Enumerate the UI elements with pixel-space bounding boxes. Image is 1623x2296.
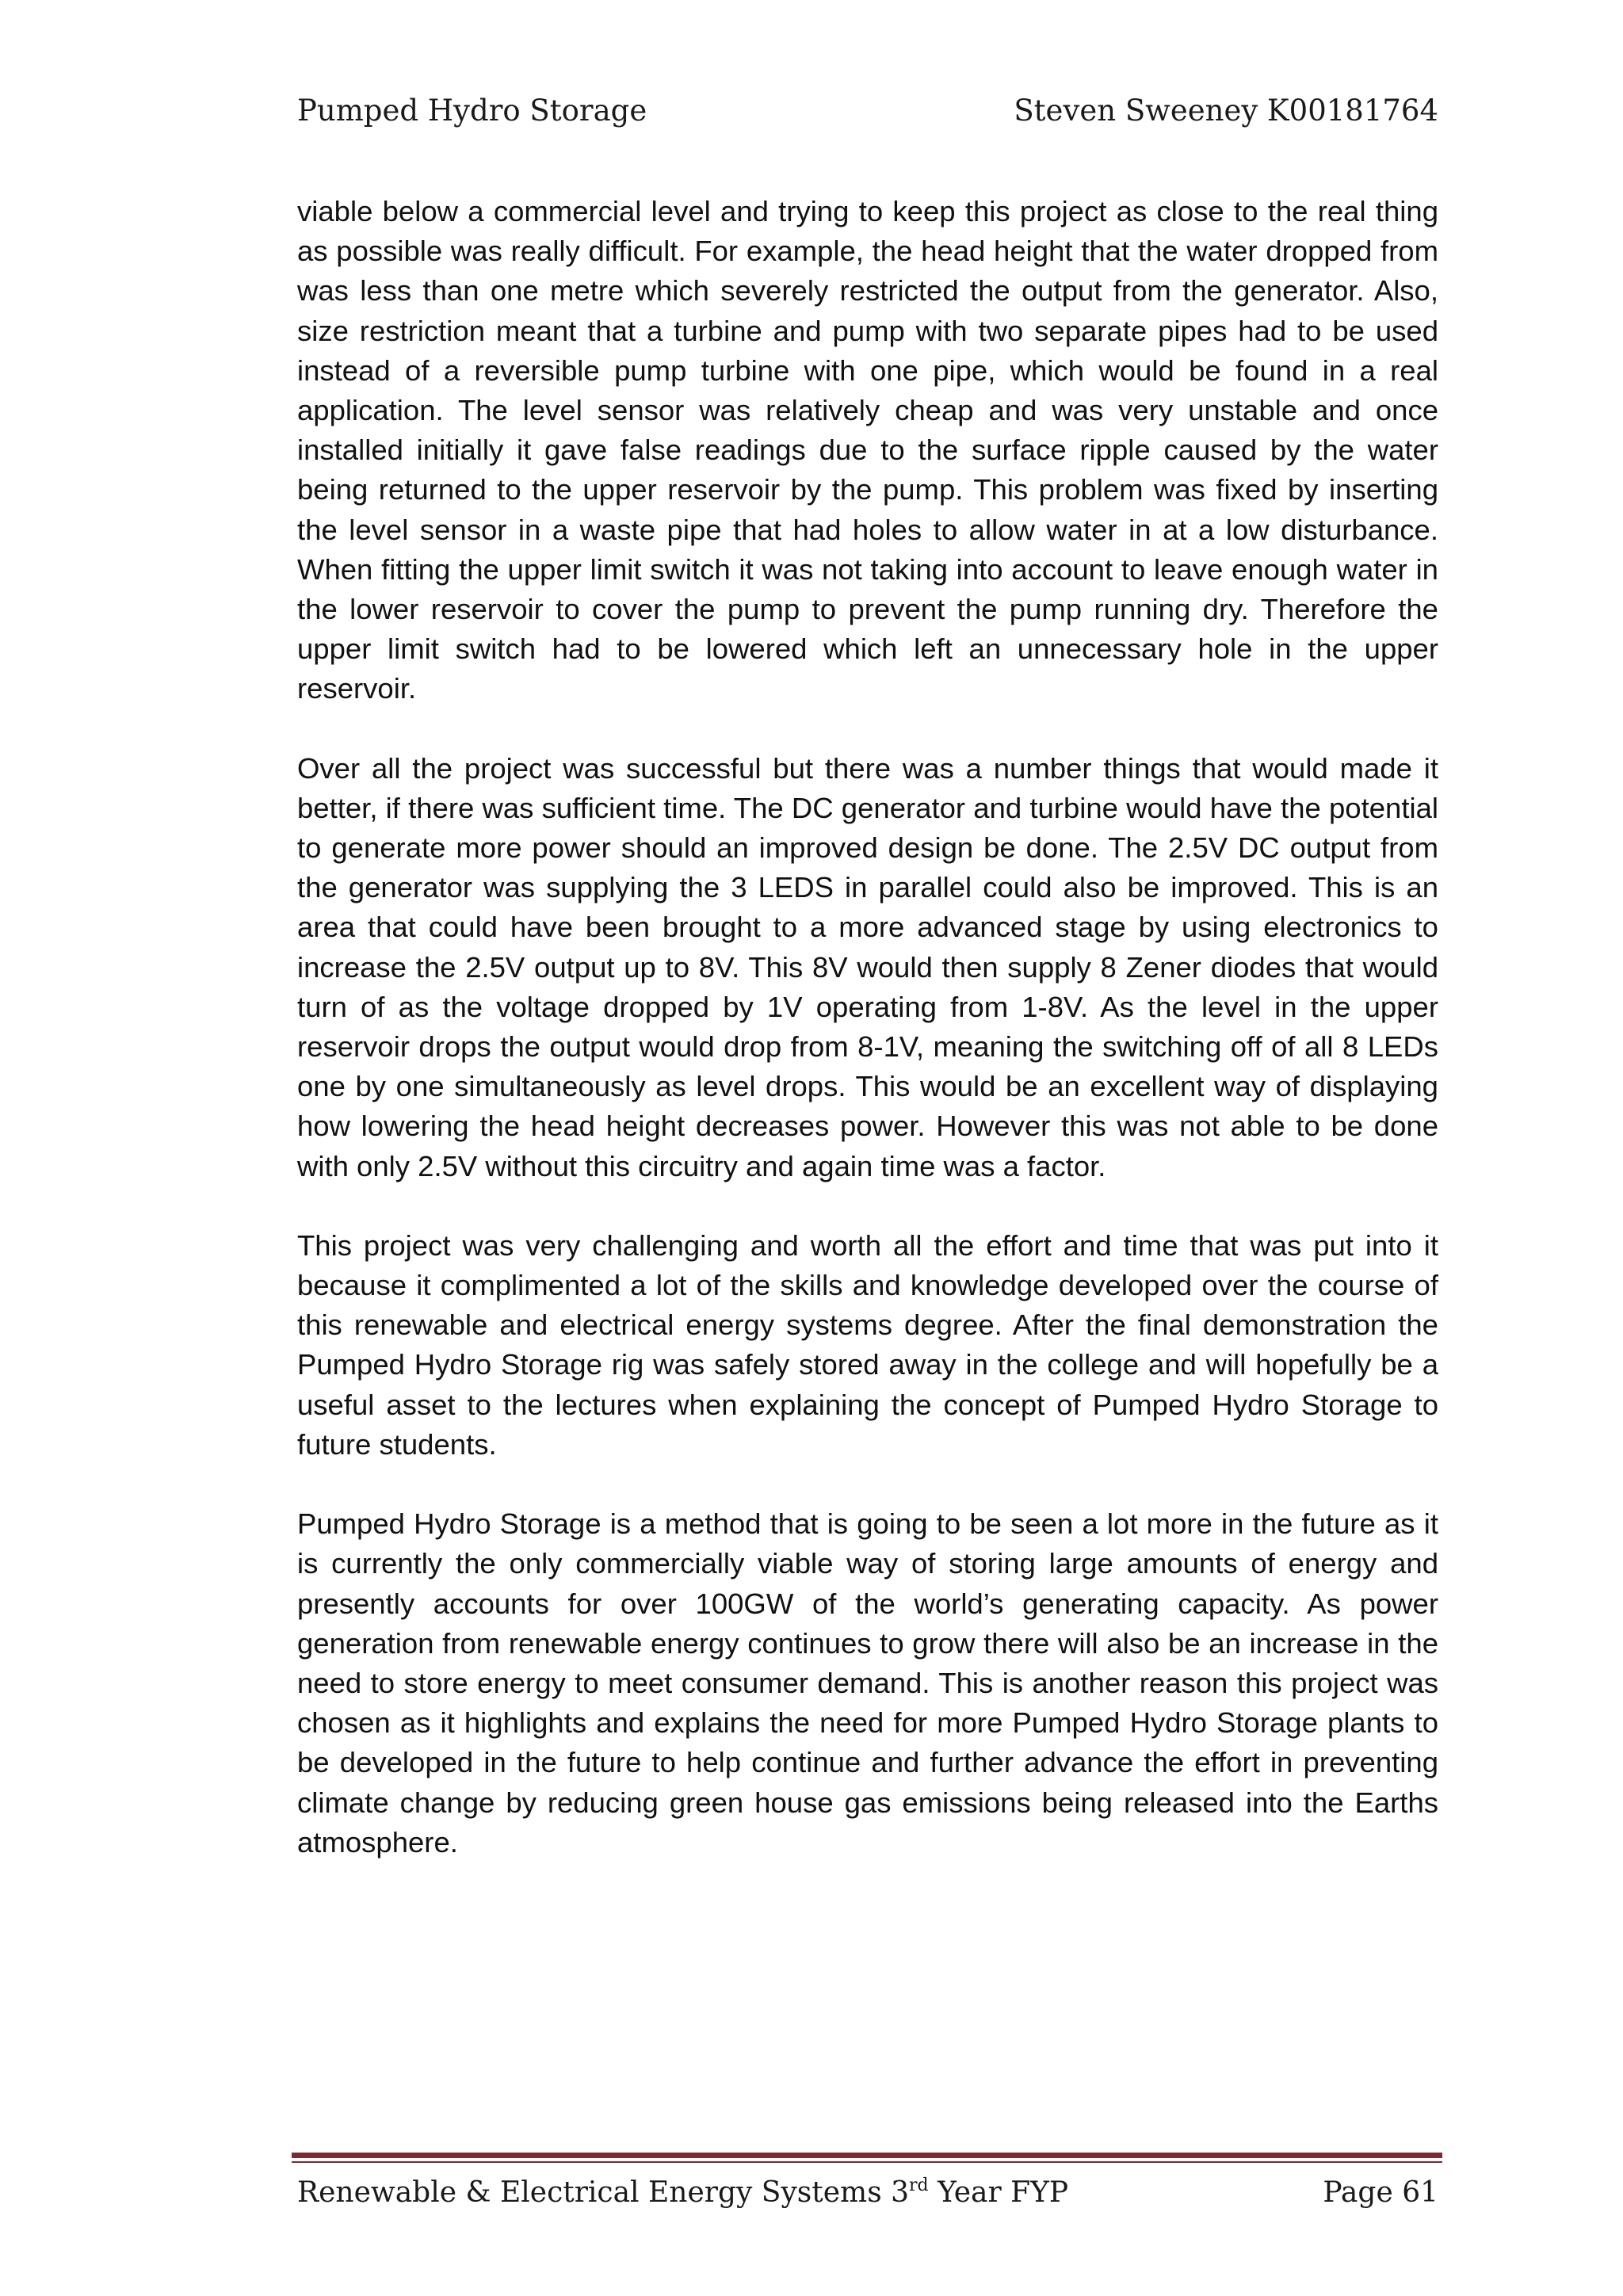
page-footer [297,2176,1438,2224]
paragraph: viable below a commercial level and trying to keep this project as close to the real thing as possible was really difficult. For example, the head height that the water dropped from was less than one metre which severely restricted the output from the generator. Also, size restriction meant that a turbine and pump with two separate pipes had to be used instead of a reversible pump turbine with one pipe, which would be found in a real application. The level sensor was relatively cheap and was very unstable and once installed initially it gave false readings due to the surface ripple caused by the water being returned to the upper reservoir by the pump. This problem was fixed by inserting the level sensor in a waste pipe that had holes to allow water in at a low disturbance. When fitting the upper limit switch it was not taking into account to leave enough water in the lower reservoir to cover the pump to prevent the pump running dry. Therefore the upper limit switch had to be lowered which left an unnecessary hole in the upper reservoir. [297,195,1438,705]
footer-course-post: Year FYP [928,2176,1069,2209]
paragraph: Pumped Hydro Storage is a method that is going to be seen a lot more in the future as it is currently the only commercially viable way of storing large amounts of energy and presently accounts for over 100GW of the world’s generating capacity. As power generation from renewable energy continues to grow there will also be an increase in the need to store energy to meet consumer demand. This is another reason this project was chosen as it highlights and explains the need for more Pumped Hydro Storage plants to be developed in the future to help continue and further advance the effort in preventing climate change by reducing green house gas emissions being released into the Earths atmosphere. [297,1507,1438,1859]
footer-course [297,2176,1068,2209]
footer-rule-thick [292,2153,1442,2158]
page-header [297,94,1438,141]
header-title: Pumped Hydro Storage [297,94,647,128]
header-author: Steven Sweeney K00181764 [1014,94,1438,128]
page-number: Page 61 [1323,2176,1438,2209]
footer-course-pre: Renewable & Electrical Energy Systems 3 [297,2176,910,2209]
body-text [297,192,1438,1902]
paragraph: Over all the project was successful but there was a number things that would made it better, if there was sufficient time. The DC generator and turbine would have the potential to generate more power should an improved design be done. The 2.5V DC output from the generator was supplying the 3 LEDS in parallel could also be improved. This is an area that could have been brought to a more advanced stage by using electronics to increase the 2.5V output up to 8V. This 8V would then supply 8 Zener diodes that would turn of as the voltage dropped by 1V operating from 1-8V. As the level in the upper reservoir drops the output would drop from 8-1V, meaning the switching off of all 8 LEDs one by one simultaneously as level drops. This would be an excellent way of displaying how lowering the head height decreases power. However this was not able to be done with only 2.5V without this circuitry and again time was a factor. [297,751,1438,1182]
footer-course-sup: rd [909,2176,929,2195]
footer-rule-thin [292,2161,1442,2163]
paragraph: This project was very challenging and worth all the effort and time that was put into it because it complimented a lot of the skills and knowledge developed over the course of this renewable and electrical energy systems degree. After the final demonstration the Pumped Hydro Storage rig was safely stored away in the college and will hopefully be a useful asset to the lectures when explaining the concept of Pumped Hydro Storage to future students. [297,1228,1438,1461]
